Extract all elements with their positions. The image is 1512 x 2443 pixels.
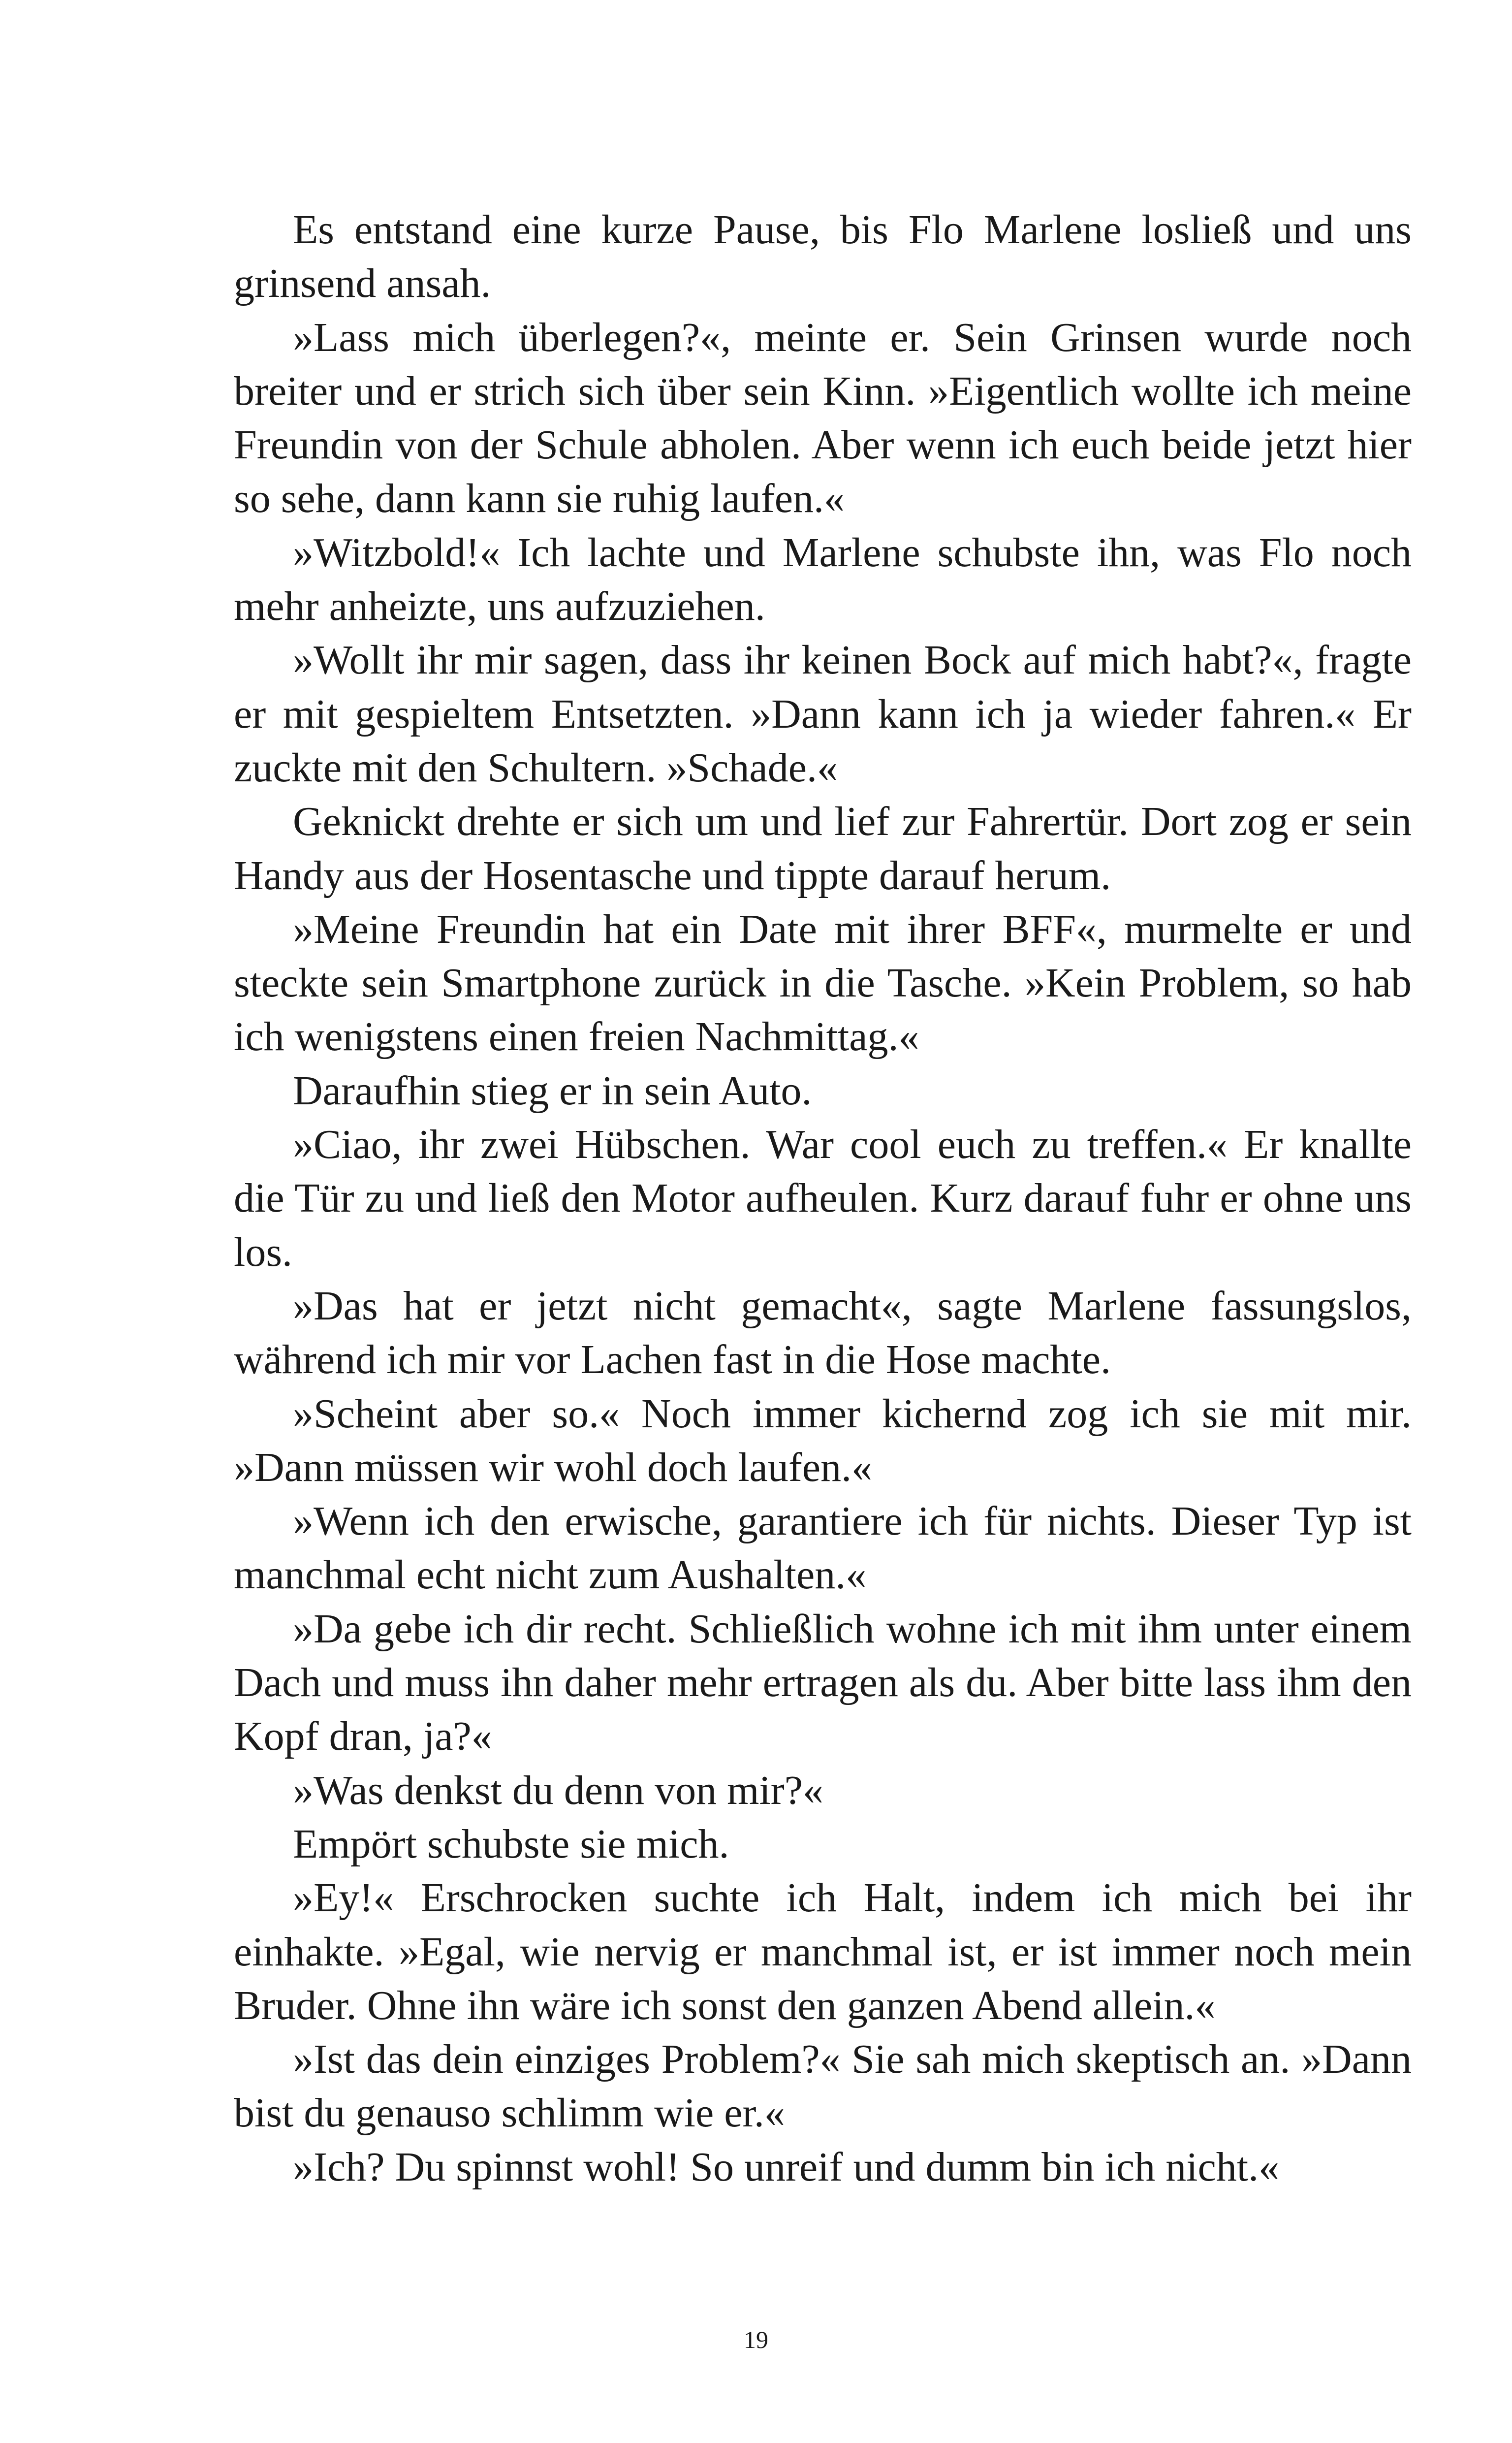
paragraph: »Das hat er jetzt nicht gemacht«, sagte Marlene fassungslos, während ich mir vor Lachen fast in die Hose machte.	[234, 1283, 1412, 1383]
paragraph: »Wollt ihr mir sagen, dass ihr keinen Bock auf mich habt?«, fragte er mit gespieltem Entsetzten. »Dann kann ich ja wieder fahren.« Er zuckte mit den Schultern. »Schade.«	[234, 637, 1412, 791]
paragraph: »Wenn ich den erwische, garantiere ich für nichts. Dieser Typ ist manchmal echt nicht zum Aushalten.«	[234, 1498, 1412, 1598]
paragraph: »Scheint aber so.« Noch immer kichernd zog ich sie mit mir. »Dann müssen wir wohl doch laufen.«	[234, 1390, 1412, 1490]
paragraph: »Lass mich überlegen?«, meinte er. Sein Grinsen wurde noch breiter und er strich sich über sein Kinn. »Eigentlich wollte ich meine Freundin von der Schule abholen. Aber wenn ich euch beide jetzt hier so sehe, dann kann sie ruhig laufen.«	[234, 314, 1412, 522]
paragraph: »Ist das dein einziges Problem?« Sie sah mich skeptisch an. »Dann bist du genauso schlimm wie er.«	[234, 2036, 1412, 2136]
body-text	[234, 203, 1412, 2194]
paragraph: »Was denkst du denn von mir?«	[293, 1767, 824, 1813]
paragraph: »Ey!« Erschrocken suchte ich Halt, indem ich mich bei ihr einhakte. »Egal, wie nervig er manchmal ist, er ist immer noch mein Bruder. Ohne ihn wäre ich sonst den ganzen Abend allein.«	[234, 1875, 1412, 2028]
paragraph: »Witzbold!« Ich lachte und Marlene schubste ihn, was Flo noch mehr anheizte, uns aufzuziehen.	[234, 529, 1412, 630]
page-number: 19	[744, 2326, 768, 2353]
paragraph: Empört schubste sie mich.	[293, 1821, 729, 1867]
paragraph: Geknickt drehte er sich um und lief zur Fahrertür. Dort zog er sein Handy aus der Hosentasche und tippte darauf herum.	[234, 799, 1412, 899]
paragraph: »Ich? Du spinnst wohl! So unreif und dumm bin ich nicht.«	[293, 2144, 1280, 2190]
paragraph: Es entstand eine kurze Pause, bis Flo Marlene losließ und uns grinsend ansah.	[234, 207, 1412, 307]
paragraph: »Da gebe ich dir recht. Schließlich wohne ich mit ihm unter einem Dach und muss ihn daher mehr ertragen als du. Aber bitte lass ihm den Kopf dran, ja?«	[234, 1606, 1412, 1760]
paragraph: »Meine Freundin hat ein Date mit ihrer BFF«, murmelte er und steckte sein Smartphone zurück in die Tasche. »Kein Problem, so hab ich wenigstens einen freien Nachmittag.«	[234, 906, 1412, 1060]
paragraph: »Ciao, ihr zwei Hübschen. War cool euch zu treffen.« Er knallte die Tür zu und ließ den Motor aufheulen. Kurz darauf fuhr er ohne uns los.	[234, 1122, 1412, 1275]
paragraph: Daraufhin stieg er in sein Auto.	[293, 1067, 812, 1114]
